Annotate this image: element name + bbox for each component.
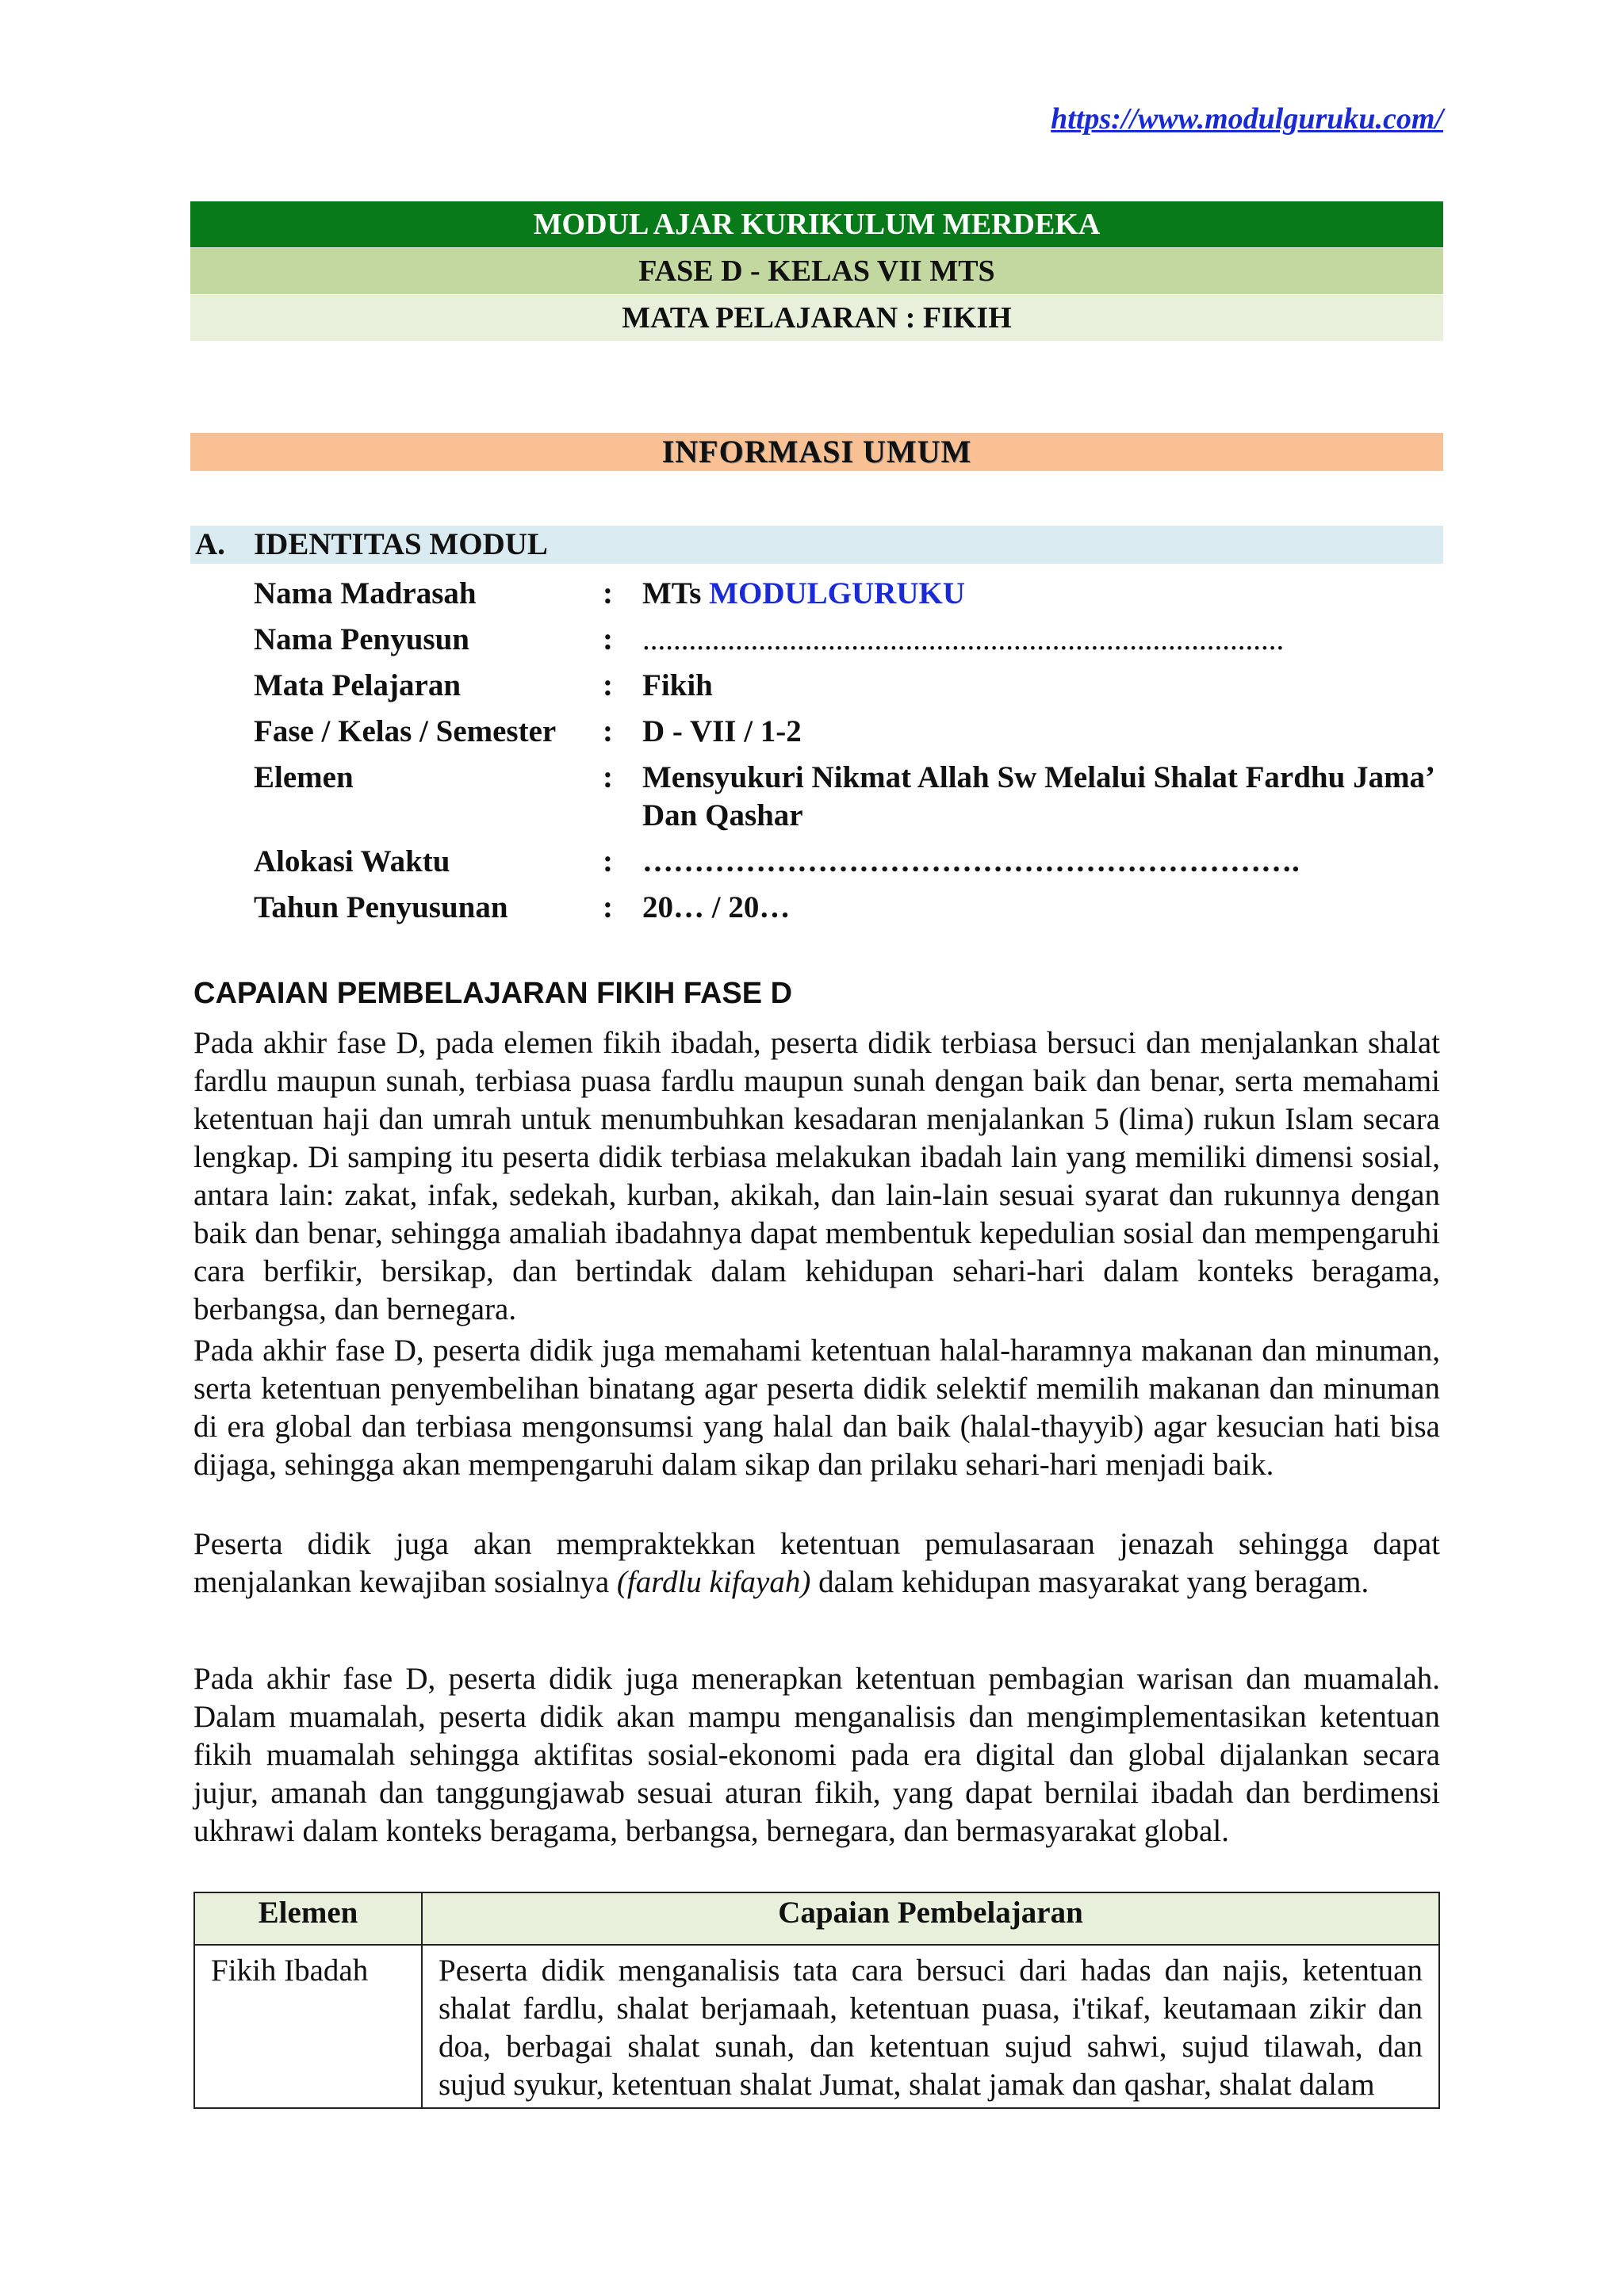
capaian-heading: CAPAIAN PEMBELAJARAN FIKIH FASE D <box>193 977 793 1010</box>
identity-row-madrasah <box>254 571 1443 617</box>
identity-value <box>642 571 1435 613</box>
identity-row-elemen <box>254 755 1443 839</box>
identity-value: ................................................................................... <box>642 622 1285 656</box>
identity-separator: : <box>603 714 613 748</box>
section-title: IDENTITAS MODUL <box>254 527 548 561</box>
identity-separator: : <box>603 760 613 794</box>
identity-label: Elemen <box>254 760 354 794</box>
identity-label: Nama Penyusun <box>254 622 469 656</box>
identity-separator: : <box>603 844 613 878</box>
identity-label: Mata Pelajaran <box>254 668 462 702</box>
identity-row-fase <box>254 709 1443 755</box>
identity-value: ………………………………………………………. <box>642 844 1300 878</box>
subject-band: MATA PELAJARAN : FIKIH <box>190 295 1443 341</box>
identity-value: Mensyukuri Nikmat Allah Sw Melalui Shalat Fardhu Jama’ Dan Qashar <box>642 760 1434 832</box>
module-identity-list <box>254 571 1443 931</box>
table-cell-capaian: Peserta didik menganalisis tata cara bersuci dari hadas dan najis, ketentuan shalat fardlu, shalat berjamaah, ketentuan puasa, i'tikaf, keutamaan zikir dan doa, berbagai shalat sunah, dan ketentuan sujud sahwi, sujud tilawah, dan sujud syukur, ketentuan shalat Jumat, shalat jamak dan qashar, shalat dalam <box>422 1945 1439 2108</box>
value-prefix: MTs <box>642 576 710 610</box>
capaian-paragraph-1: Pada akhir fase D, pada elemen fikih ibadah, peserta didik terbiasa bersuci dan menjalankan shalat fardlu maupun sunah, terbiasa puasa fardlu maupun sunah dengan baik dan benar, serta memahami ketentuan haji dan umrah untuk menumbuhkan kesadaran menjalankan 5 (lima) rukun Islam secara lengkap. Di samping itu peserta didik terbiasa melakukan ibadah lain yang memiliki dimensi sosial, antara lain: zakat, infak, sedekah, kurban, akikah, dan lain-lain sesuai syarat dan rukunnya dengan baik dan benar, sehingga amaliah ibadahnya dapat membentuk kepedulian sosial dan mempengaruhi cara berfikir, bersikap, dan bertindak dalam kehidupan sehari-hari dalam konteks beragama, berbangsa, dan bernegara. <box>193 1026 1440 1326</box>
identity-value: 20… / 20… <box>642 890 791 924</box>
identity-value: Fikih <box>642 668 713 702</box>
section-a-heading <box>190 526 1443 564</box>
capaian-paragraph-4: Pada akhir fase D, peserta didik juga menerapkan ketentuan pembagian warisan dan muamalah. Dalam muamalah, peserta didik akan mampu menganalisis dan mengimplementasikan ketentuan fikih muamalah sehingga aktifitas sosial-ekonomi pada era digital dan global dijalankan secara jujur, amanah dan tanggungjawab sesuai aturan fikih, yang dapat bernilai ibadah dan berdimensi ukhrawi dalam konteks beragama, berbangsa, bernegara, dan bermasyarakat global. <box>193 1662 1440 1848</box>
identity-label: Alokasi Waktu <box>254 844 450 878</box>
phase-class-band: FASE D - KELAS VII MTS <box>190 248 1443 294</box>
capaian-table <box>193 1892 1440 2109</box>
identity-label: Nama Madrasah <box>254 576 477 610</box>
italic-term: (fardlu kifayah) <box>616 1565 811 1599</box>
madrasah-name-highlight: MODULGURUKU <box>709 576 965 610</box>
website-link[interactable]: https://www.modulguruku.com/ <box>1051 102 1443 136</box>
identity-separator: : <box>603 576 613 610</box>
capaian-paragraph-3 <box>193 1525 1440 1601</box>
identity-row-alokasi <box>254 839 1443 885</box>
table-row <box>194 1945 1439 2108</box>
identity-separator: : <box>603 622 613 656</box>
identity-separator: : <box>603 668 613 702</box>
paragraph-text: Peserta didik juga akan mempraktekkan ketentuan pemulasaraan jenazah sehingga dapat menjalankan kewajiban sosialnya <box>193 1527 1440 1599</box>
general-info-heading: INFORMASI UMUM <box>190 433 1443 471</box>
column-header-capaian: Capaian Pembelajaran <box>422 1892 1439 1945</box>
identity-row-mapel <box>254 663 1443 709</box>
module-title-band: MODUL AJAR KURIKULUM MERDEKA <box>190 201 1443 247</box>
table-header-row <box>194 1892 1439 1945</box>
identity-row-tahun <box>254 885 1443 931</box>
identity-value: D - VII / 1-2 <box>642 714 802 748</box>
table-cell-elemen: Fikih Ibadah <box>194 1945 422 2108</box>
paragraph-text: dalam kehidupan masyarakat yang beragam. <box>810 1565 1369 1599</box>
identity-row-penyusun <box>254 617 1443 663</box>
capaian-paragraph-2: Pada akhir fase D, peserta didik juga memahami ketentuan halal-haramnya makanan dan minuman, serta ketentuan penyembelihan binatang agar peserta didik selektif memilih makanan dan minuman di era global dan terbiasa mengonsumsi yang halal dan baik (halal-thayyib) agar kesucian hati bisa dijaga, sehingga akan mempengaruhi dalam sikap dan prilaku sehari-hari menjadi baik. <box>193 1334 1440 1482</box>
section-number: A. <box>195 527 225 561</box>
identity-separator: : <box>603 890 613 924</box>
column-header-elemen: Elemen <box>194 1892 422 1945</box>
identity-label: Fase / Kelas / Semester <box>254 714 557 748</box>
identity-label: Tahun Penyusunan <box>254 890 508 924</box>
